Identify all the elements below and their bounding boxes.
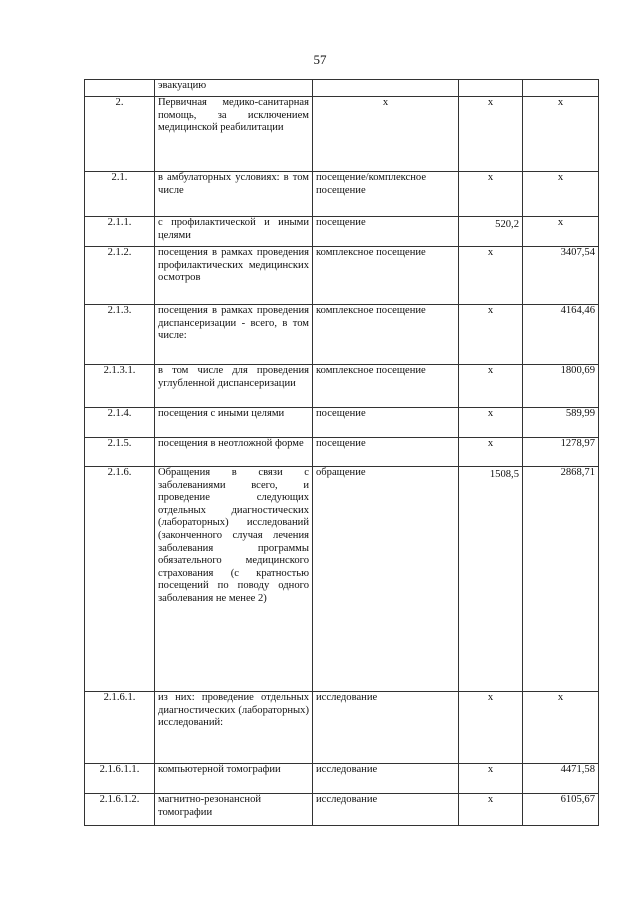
row-name: в том числе для проведения углубленной диспансеризации — [155, 365, 313, 408]
row-unit: комплексное посещение — [313, 365, 459, 408]
row-value-1: х — [459, 408, 523, 438]
row-value-2: х — [523, 97, 599, 172]
row-number: 2.1.6.1. — [85, 692, 155, 764]
row-unit: исследование — [313, 764, 459, 794]
row-value-2: 6105,67 — [523, 794, 599, 826]
row-unit: посещение — [313, 408, 459, 438]
row-unit: исследование — [313, 794, 459, 826]
table-row — [85, 692, 599, 764]
row-value-2: 589,99 — [523, 408, 599, 438]
row-value-1: х — [459, 247, 523, 305]
row-number: 2.1.3. — [85, 305, 155, 365]
row-name: Обращения в связи с заболеваниями всего, и проведение следующих отдельных диагностических (лабораторных) исследований (законченного случая лечения заболевания программы обязательного медицинского страхования (с кратностью посещений по поводу одного заболевания не менее 2) — [155, 467, 313, 692]
row-number: 2.1.6. — [85, 467, 155, 692]
row-value-2 — [523, 80, 599, 97]
row-value-2: 3407,54 — [523, 247, 599, 305]
table-row — [85, 794, 599, 826]
row-value-1: 520,2 — [459, 217, 523, 247]
row-unit — [313, 80, 459, 97]
row-value-2: 4471,58 — [523, 764, 599, 794]
row-value-1 — [459, 80, 523, 97]
row-number: 2.1.5. — [85, 438, 155, 467]
table-row — [85, 305, 599, 365]
row-value-1: х — [459, 692, 523, 764]
row-value-2: х — [523, 217, 599, 247]
row-name: Первичная медико-санитарная помощь, за исключением медицинской реабилитации — [155, 97, 313, 172]
row-value-1: х — [459, 305, 523, 365]
row-name: посещения в рамках проведения диспансеризации - всего, в том числе: — [155, 305, 313, 365]
row-name: компьютерной томографии — [155, 764, 313, 794]
table-row — [85, 172, 599, 217]
row-value-2: 1278,97 — [523, 438, 599, 467]
row-name: посещения с иными целями — [155, 408, 313, 438]
row-value-2: 4164,46 — [523, 305, 599, 365]
row-name: эвакуацию — [155, 80, 313, 97]
row-value-1: х — [459, 764, 523, 794]
table-row — [85, 438, 599, 467]
row-unit: х — [313, 97, 459, 172]
row-number — [85, 80, 155, 97]
row-value-1: х — [459, 438, 523, 467]
row-value-2: х — [523, 172, 599, 217]
row-unit: исследование — [313, 692, 459, 764]
row-unit: обращение — [313, 467, 459, 692]
row-value-2: х — [523, 692, 599, 764]
row-number: 2.1.2. — [85, 247, 155, 305]
row-unit: посещение — [313, 217, 459, 247]
page-number: 57 — [313, 52, 327, 67]
row-number: 2.1.3.1. — [85, 365, 155, 408]
table-row — [85, 764, 599, 794]
row-number: 2.1.1. — [85, 217, 155, 247]
row-value-1: х — [459, 794, 523, 826]
row-number: 2. — [85, 97, 155, 172]
table-row — [85, 467, 599, 692]
table-row — [85, 97, 599, 172]
row-name: из них: проведение отдельных диагностических (лабораторных) исследований: — [155, 692, 313, 764]
row-value-1: х — [459, 172, 523, 217]
row-value-1: х — [459, 365, 523, 408]
table-row — [85, 80, 599, 97]
row-name: посещения в рамках проведения профилактических медицинских осмотров — [155, 247, 313, 305]
row-number: 2.1.4. — [85, 408, 155, 438]
row-value-1: х — [459, 97, 523, 172]
table-row — [85, 408, 599, 438]
row-value-2: 1800,69 — [523, 365, 599, 408]
row-unit: посещение/комплексное посещение — [313, 172, 459, 217]
row-name: посещения в неотложной форме — [155, 438, 313, 467]
tariff-table — [84, 79, 599, 826]
table-row — [85, 247, 599, 305]
row-value-2: 2868,71 — [523, 467, 599, 692]
row-value-1: 1508,5 — [459, 467, 523, 692]
row-name: в амбулаторных условиях: в том числе — [155, 172, 313, 217]
row-unit: комплексное посещение — [313, 305, 459, 365]
row-number: 2.1. — [85, 172, 155, 217]
row-name: магнитно-резонансной томографии — [155, 794, 313, 826]
row-number: 2.1.6.1.1. — [85, 764, 155, 794]
table-row — [85, 365, 599, 408]
row-name: с профилактической и иными целями — [155, 217, 313, 247]
row-unit: комплексное посещение — [313, 247, 459, 305]
row-number: 2.1.6.1.2. — [85, 794, 155, 826]
row-unit: посещение — [313, 438, 459, 467]
table-row — [85, 217, 599, 247]
